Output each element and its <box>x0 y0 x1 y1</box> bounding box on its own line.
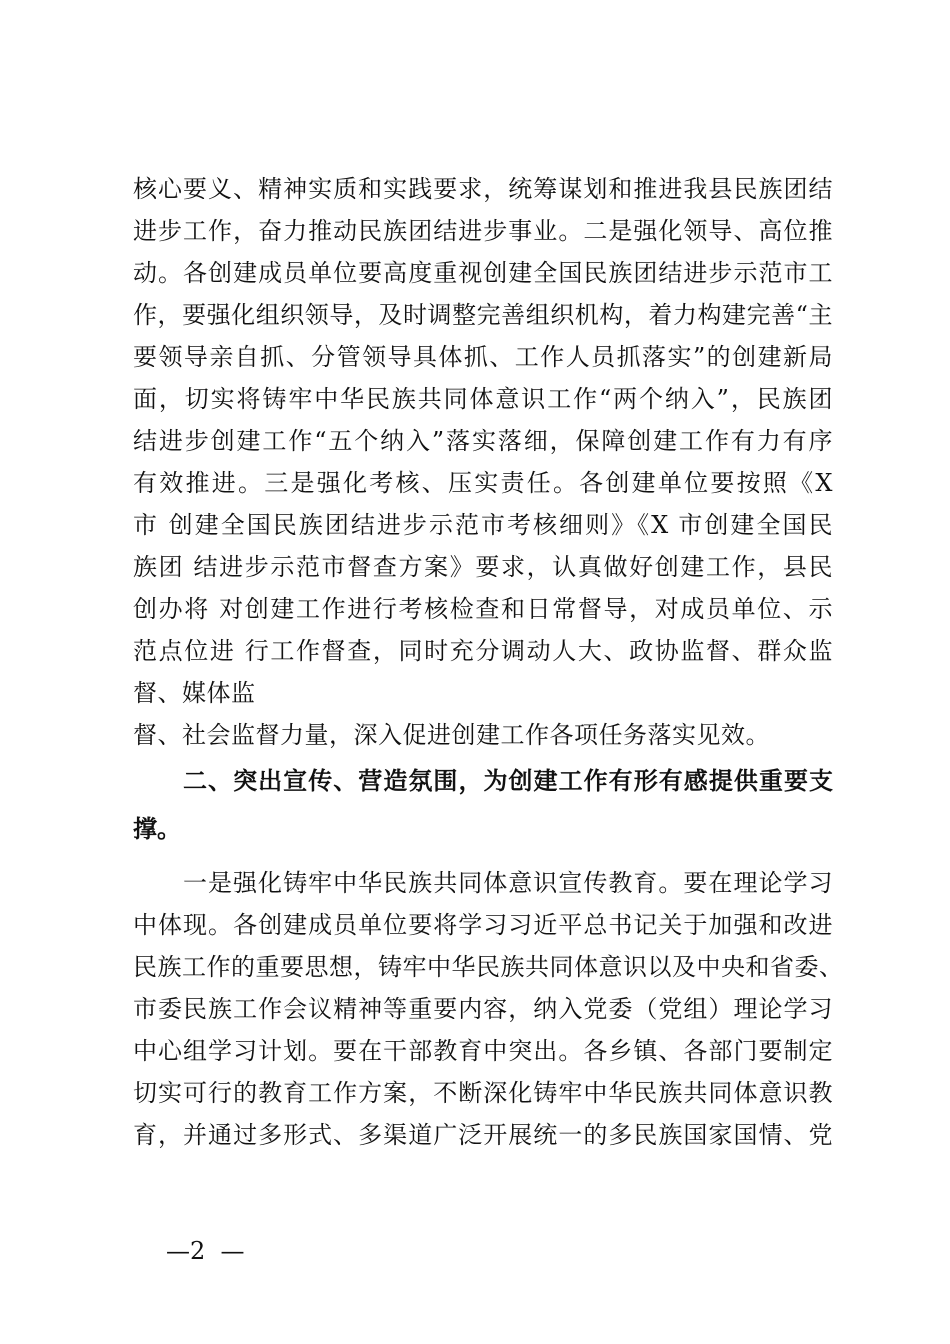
paragraph-line: 一是强化铸牢中华民族共同体意识宣传教育。要在理论学习 <box>183 869 833 897</box>
page-number: —2 — <box>166 1237 245 1265</box>
paragraph-line: 结进步创建工作“五个纳入”落实落细，保障创建工作有力有序 <box>133 427 833 455</box>
paragraph-line: 中体现。各创建成员单位要将学习习近平总书记关于加强和改进 <box>133 911 833 939</box>
paragraph-line: 督、社会监督力量，深入促进创建工作各项任务落实见效。 <box>133 721 770 749</box>
paragraph-line: 核心要义、精神实质和实践要求，统筹谋划和推进我县民族团结 <box>133 175 833 203</box>
paragraph-line: 进步工作，奋力推动民族团结进步事业。二是强化领导、高位推 <box>133 217 833 245</box>
paragraph-line: 市委民族工作会议精神等重要内容，纳入党委（党组）理论学习 <box>133 995 833 1023</box>
paragraph-line: 育，并通过多形式、多渠道广泛开展统一的多民族国家国情、党 <box>133 1121 833 1149</box>
paragraph-line: 中心组学习计划。要在干部教育中突出。各乡镇、各部门要制定 <box>133 1037 833 1065</box>
paragraph-line: 要领导亲自抓、分管领导具体抓、工作人员抓落实”的创建新局 <box>133 343 833 371</box>
paragraph-line: 族团 结进步示范市督查方案》要求，认真做好创建工作，县民 <box>133 553 833 581</box>
section-heading-continuation: 撑。 <box>133 815 181 843</box>
paragraph-line: 切实可行的教育工作方案，不断深化铸牢中华民族共同体意识教 <box>133 1079 833 1107</box>
paragraph-line: 市 创建全国民族团结进步示范市考核细则》《X 市创建全国民 <box>133 511 833 539</box>
paragraph-line: 范点位进 行工作督查，同时充分调动人大、政协监督、群众监 <box>133 637 833 665</box>
paragraph-line: 民族工作的重要思想，铸牢中华民族共同体意识以及中央和省委、 <box>133 953 844 981</box>
paragraph-line: 作，要强化组织领导，及时调整完善组织机构，着力构建完善“主 <box>133 301 833 329</box>
section-heading: 二、突出宣传、营造氛围，为创建工作有形有感提供重要支 <box>183 767 833 795</box>
paragraph-line: 创办将 对创建工作进行考核检查和日常督导，对成员单位、示 <box>133 595 833 623</box>
paragraph-line: 督、媒体监 <box>133 679 256 707</box>
paragraph-line: 有效推进。三是强化考核、压实责任。各创建单位要按照《X <box>133 469 833 497</box>
paragraph-line: 面，切实将铸牢中华民族共同体意识工作“两个纳入”，民族团 <box>133 385 833 413</box>
paragraph-line: 动。各创建成员单位要高度重视创建全国民族团结进步示范市工 <box>133 259 833 287</box>
